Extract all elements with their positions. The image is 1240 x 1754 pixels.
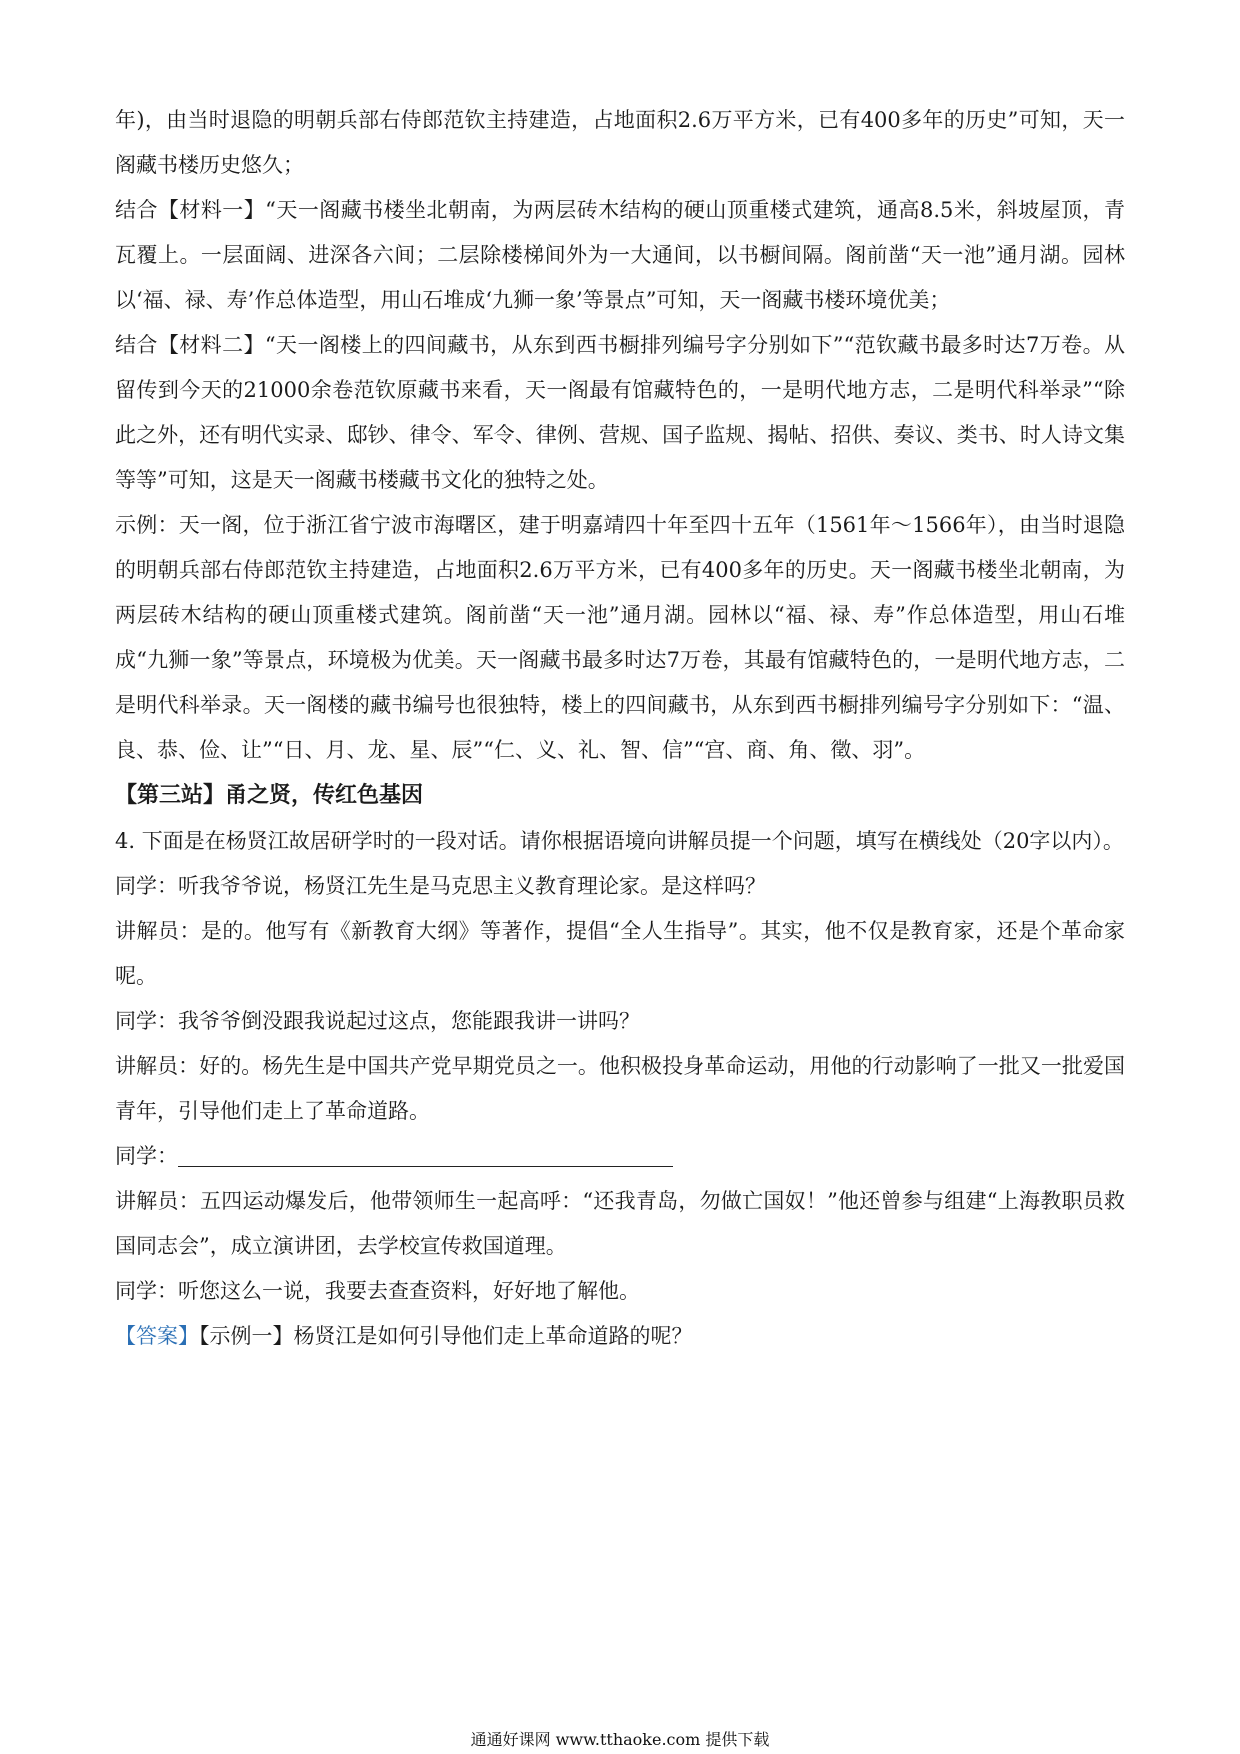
answer-text: 【示例一】杨贤江是如何引导他们走上革命道路的呢？ [199,1324,693,1348]
dialogue-line-5 [115,1134,1125,1179]
answer-blank-line[interactable] [178,1142,673,1167]
paragraph-history: 年)，由当时退隐的明朝兵部右侍郎范钦主持建造，占地面积2.6万平方米，已有400多年的历史”可知，天一阁藏书楼历史悠久； [115,108,1125,177]
document-body [115,98,1125,1359]
dialogue-line-3: 同学：我爷爷倒没跟我说起过这点，您能跟我讲一讲吗？ [115,1009,640,1033]
section-heading: 【第三站】甬之贤，传红色基因 [115,783,424,808]
paragraph-material-two: 结合【材料二】“天一阁楼上的四间藏书，从东到西书橱排列编号字分别如下”“范钦藏书最多时达7万卷。从留传到今天的21000余卷范钦原藏书来看，天一阁最有馆藏特色的，一是明代地方志，二是明代科举录”“除此之外，还有明代实录、邸钞、律令、军令、律例、营规、国子监规、揭帖、招供、奏议、类书、时人诗文集等等”可知，这是天一阁藏书楼藏书文化的独特之处。 [115,333,1125,492]
dialogue-line-1: 同学：听我爷爷说，杨贤江先生是马克思主义教育理论家。是这样吗？ [115,874,766,898]
question-prompt: 4. 下面是在杨贤江故居研学时的一段对话。请你根据语境向讲解员提一个问题，填写在横线处（20字以内）。 [115,829,1124,853]
page-footer: 通通好课网 www.tthaoke.com 提供下载 [470,1730,770,1749]
paragraph-example: 示例：天一阁，位于浙江省宁波市海曙区，建于明嘉靖四十年至四十五年（1561年～1566年），由当时退隐的明朝兵部右侍郎范钦主持建造，占地面积2.6万平方米，已有400多年的历史。天一阁藏书楼坐北朝南，为两层砖木结构的硬山顶重楼式建筑。阁前凿“天一池”通月湖。园林以“福、禄、寿”作总体造型，用山石堆成“九狮一象”等景点，环境极为优美。天一阁藏书最多时达7万卷，其最有馆藏特色的，一是明代地方志，二是明代科举录。天一阁楼的藏书编号也很独特，楼上的四间藏书，从东到西书橱排列编号字分别如下：“温、良、恭、俭、让”“日、月、龙、星、辰”“仁、义、礼、智、信”“宫、商、角、徵、羽”。 [115,513,1125,762]
answer-line [115,1314,1125,1359]
answer-tag: 【答案】 [115,1324,199,1348]
dialogue-line-6: 讲解员：五四运动爆发后，他带领师生一起高呼：“还我青岛，勿做亡国奴！”他还曾参与组建“上海教职员救国同志会”，成立演讲团，去学校宣传救国道理。 [115,1189,1125,1258]
dialogue-line-2: 讲解员：是的。他写有《新教育大纲》等著作，提倡“全人生指导”。其实，他不仅是教育家，还是个革命家呢。 [115,919,1125,988]
paragraph-material-one: 结合【材料一】“天一阁藏书楼坐北朝南，为两层砖木结构的硬山顶重楼式建筑，通高8.5米，斜坡屋顶，青瓦覆上。一层面阔、进深各六间；二层除楼梯间外为一大通间，以书橱间隔。阁前凿“天一池”通月湖。园林以‘福、禄、寿’作总体造型，用山石堆成‘九狮一象’等景点”可知，天一阁藏书楼环境优美； [115,198,1125,312]
dialogue-line-4: 讲解员：好的。杨先生是中国共产党早期党员之一。他积极投身革命运动，用他的行动影响了一批又一批爱国青年，引导他们走上了革命道路。 [115,1054,1125,1123]
dialogue-speaker-label: 同学： [115,1144,178,1168]
dialogue-line-7: 同学：听您这么一说，我要去查查资料，好好地了解他。 [115,1279,640,1303]
